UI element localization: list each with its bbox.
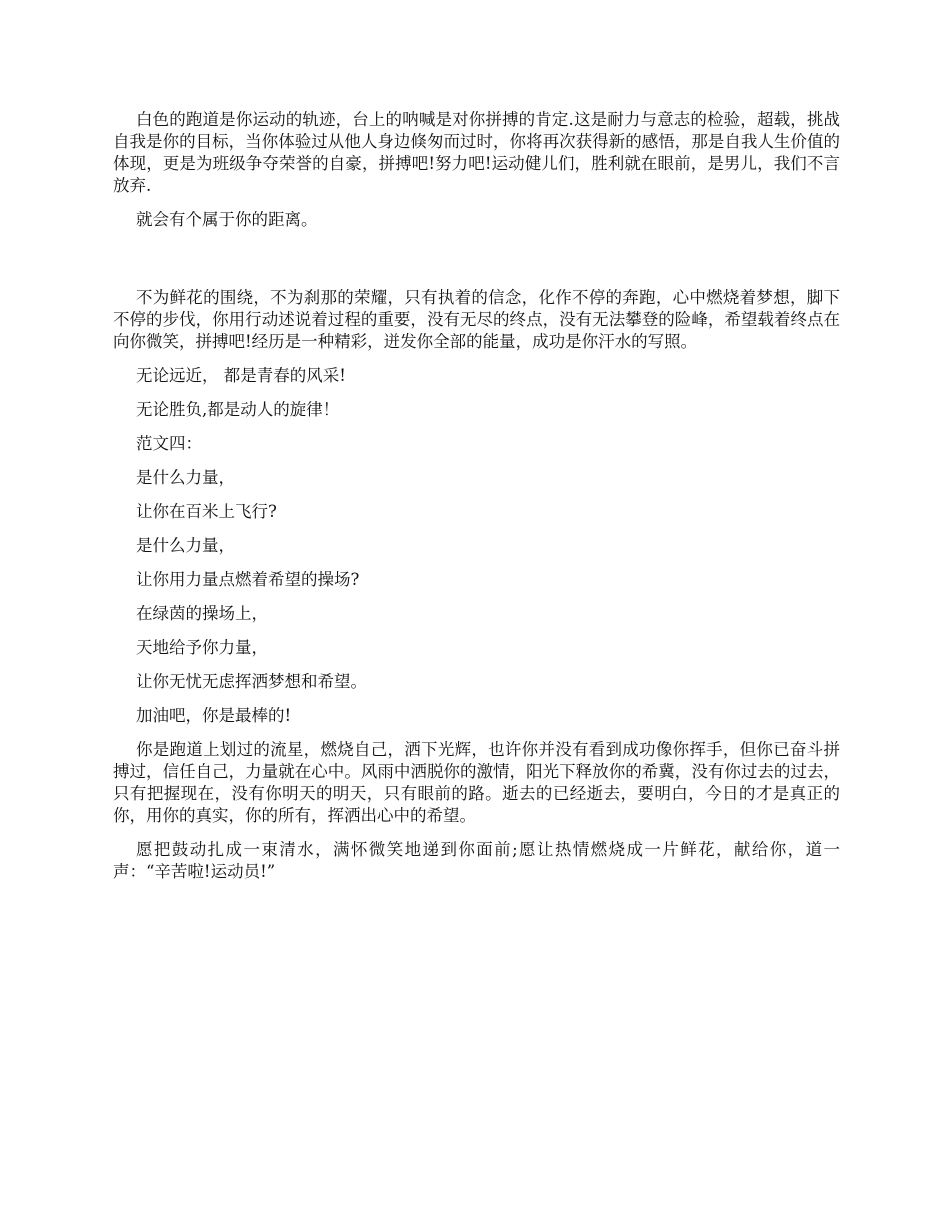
section-heading-sample-four: 范文四： xyxy=(136,434,202,453)
poem-line-7: 让你无忧无虑挥洒梦想和希望。 xyxy=(136,672,367,691)
paragraph-distance: 就会有个属于你的距离。 xyxy=(136,210,318,229)
poem-line-1: 是什么力量， xyxy=(136,468,235,487)
section-spacer xyxy=(113,243,840,287)
poem-line-5: 在绿茵的操场上， xyxy=(136,604,268,623)
paragraph-belief: 不为鲜花的围绕，不为刹那的荣耀，只有执着的信念，化作不停的奔跑，心中燃烧着梦想，脚下不停的步伐，你用行动述说着过程的重要，没有无尽的终点，没有无法攀登的险峰，希望载着终点在向你微笑，拼搏吧!经历是一种精彩，迸发你全部的能量，成功是你汗水的写照。 xyxy=(113,288,840,351)
line-near-far: 无论远近， 都是青春的风采! xyxy=(136,366,346,385)
poem-line-6: 天地给予你力量， xyxy=(136,638,268,657)
poem-line-8: 加油吧，你是最棒的! xyxy=(136,706,292,725)
line-win-lose: 无论胜负,都是动人的旋律！ xyxy=(136,400,340,419)
document-body xyxy=(113,109,840,895)
paragraph-track: 白色的跑道是你运动的轨迹，台上的呐喊是对你拼搏的肯定.这是耐力与意志的检验，超载，挑战自我是你的目标，当你体验过从他人身边倏匆而过时，你将再次获得新的感悟，那是自我人生价值的体现，更是为班级争夺荣誉的自豪，拼搏吧!努力吧!运动健儿们，胜利就在眼前，是男儿，我们不言放弃. xyxy=(113,110,840,195)
paragraph-closing: 愿把鼓动扎成一束清水，满怀微笑地递到你面前;愿让热情燃烧成一片鲜花，献给你，道一声：“辛苦啦!运动员!” xyxy=(113,840,840,881)
poem-line-3: 是什么力量， xyxy=(136,536,235,555)
paragraph-meteor: 你是跑道上划过的流星，燃烧自己，洒下光辉，也许你并没有看到成功像你挥手，但你已奋斗拼搏过，信任自己，力量就在心中。风雨中洒脱你的激情，阳光下释放你的希冀，没有你过去的过去，只有把握现在，没有你明天的明天，只有眼前的路。逝去的已经逝去，要明白，今日的才是真正的你，用你的真实，你的所有，挥洒出心中的希望。 xyxy=(113,740,840,825)
poem-line-4: 让你用力量点燃着希望的操场? xyxy=(136,570,360,589)
poem-line-2: 让你在百米上飞行? xyxy=(136,502,277,521)
